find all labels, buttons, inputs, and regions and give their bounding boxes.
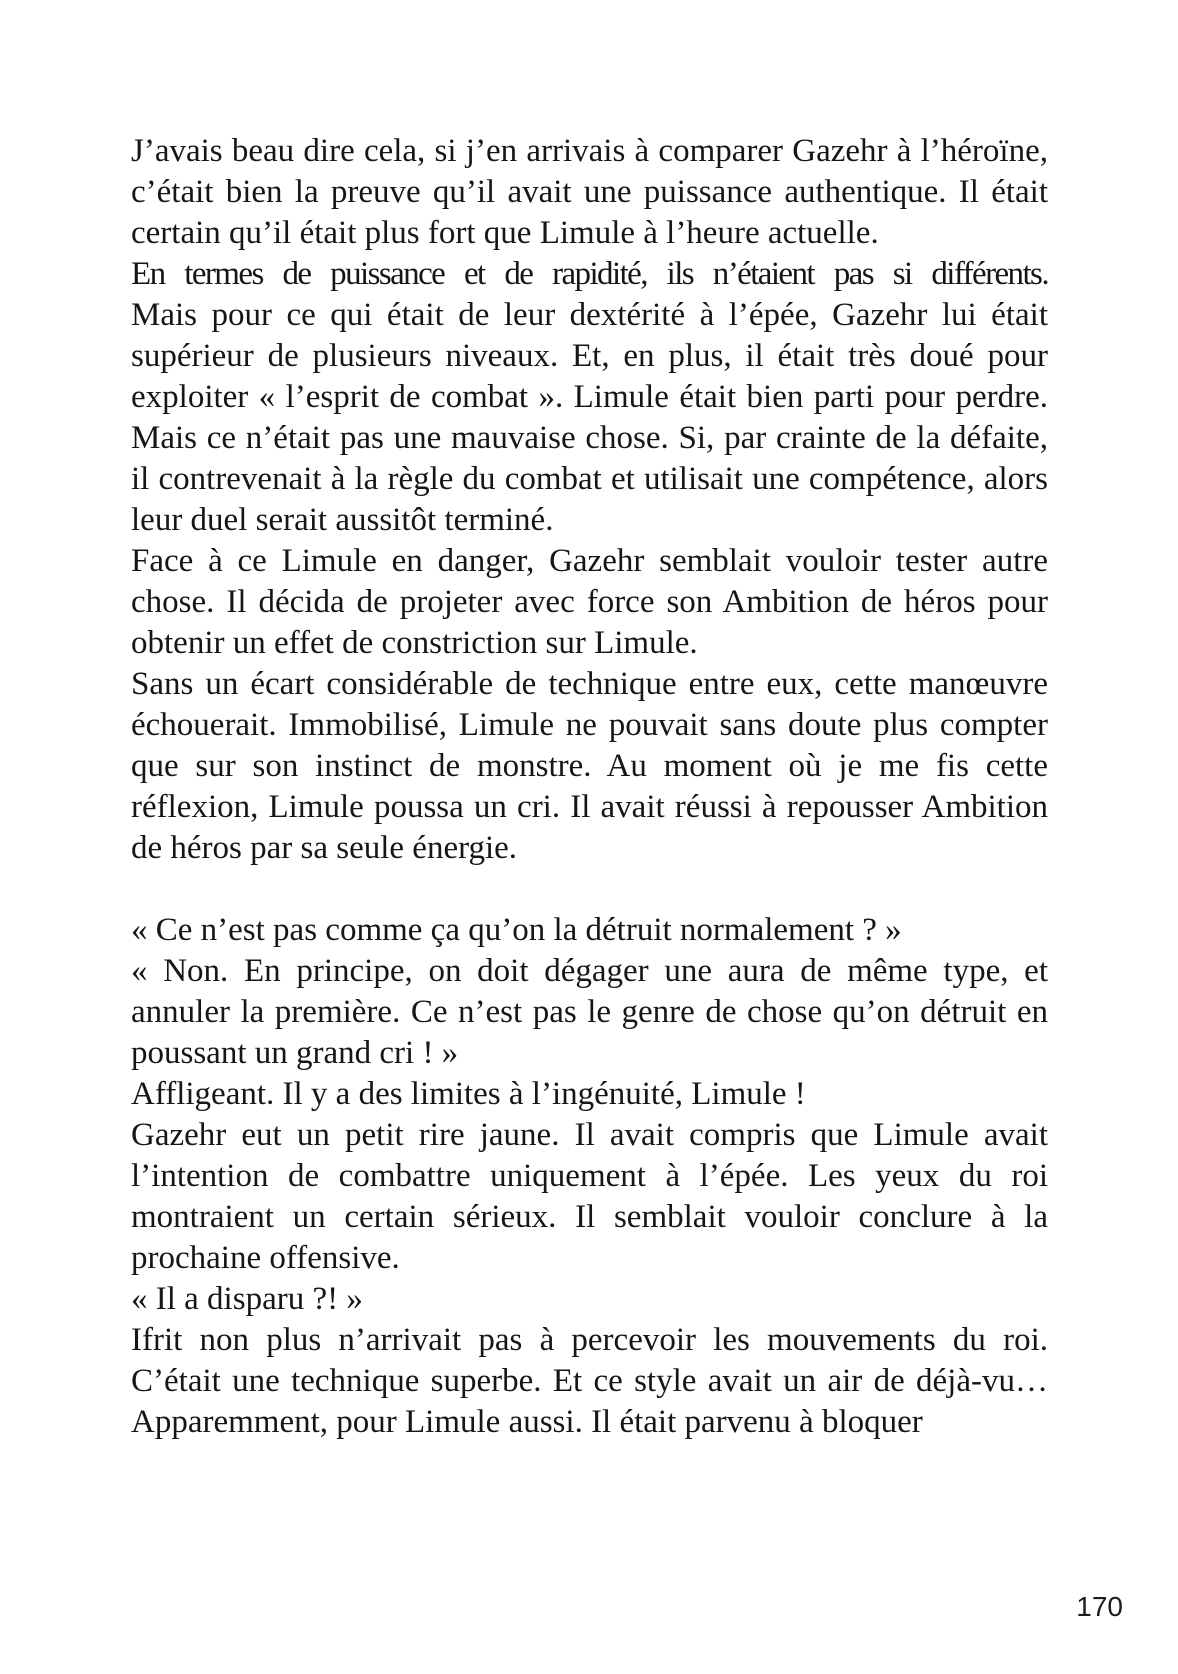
paragraph: Face à ce Limule en danger, Gazehr semblait vouloir tester autre chose. Il décida de projeter avec force son Ambition de héros pour obtenir un effet de constriction sur Limule. [131,543,1048,661]
paragraph: Mais pour ce qui était de leur dextérité à l’épée, Gazehr lui était supérieur de plusieurs niveaux. Et, en plus, il était très doué pour exploiter « l’esprit de combat ». Limule était bien parti pour perdre. Mais ce n’était pas une mauvaise chose. Si, par crainte de la défaite, il contrevenait à la règle du combat et utilisait une compétence, alors leur duel serait aussitôt terminé. [131,297,1048,538]
page-number: 170 [1076,1591,1123,1622]
paragraph: En termes de puissance et de rapidité, ils n’étaient pas si différents. [131,256,1048,292]
paragraph: J’avais beau dire cela, si j’en arrivais à comparer Gazehr à l’héroïne, c’était bien la preuve qu’il avait une puissance authentique. Il était certain qu’il était plus fort que Limule à l’heure actuelle. [131,133,1048,251]
paragraph: Ifrit non plus n’arrivait pas à percevoir les mouvements du roi. C’était une technique superbe. Et ce style avait un air de déjà-vu… Apparemment, pour Limule aussi. Il était parvenu à bloquer [131,1322,1048,1440]
paragraph: Sans un écart considérable de technique entre eux, cette manœuvre échouerait. Immobilisé, Limule ne pouvait sans doute plus compter que sur son instinct de monstre. Au moment où je me fis cette réflexion, Limule poussa un cri. Il avait réussi à repousser Ambition de héros par sa seule énergie. [131,666,1048,866]
paragraph: « Il a disparu ?! » [131,1281,363,1317]
paragraph: « Non. En principe, on doit dégager une aura de même type, et annuler la première. Ce n’est pas le genre de chose qu’on détruit en poussant un grand cri ! » [131,953,1048,1071]
paragraph: « Ce n’est pas comme ça qu’on la détruit normalement ? » [131,912,902,948]
body-text [131,131,1048,1443]
paragraph: Affligeant. Il y a des limites à l’ingénuité, Limule ! [131,1076,806,1112]
paragraph: Gazehr eut un petit rire jaune. Il avait compris que Limule avait l’intention de combattre uniquement à l’épée. Les yeux du roi montraient un certain sérieux. Il semblait vouloir conclure à la prochaine offensive. [131,1117,1048,1276]
